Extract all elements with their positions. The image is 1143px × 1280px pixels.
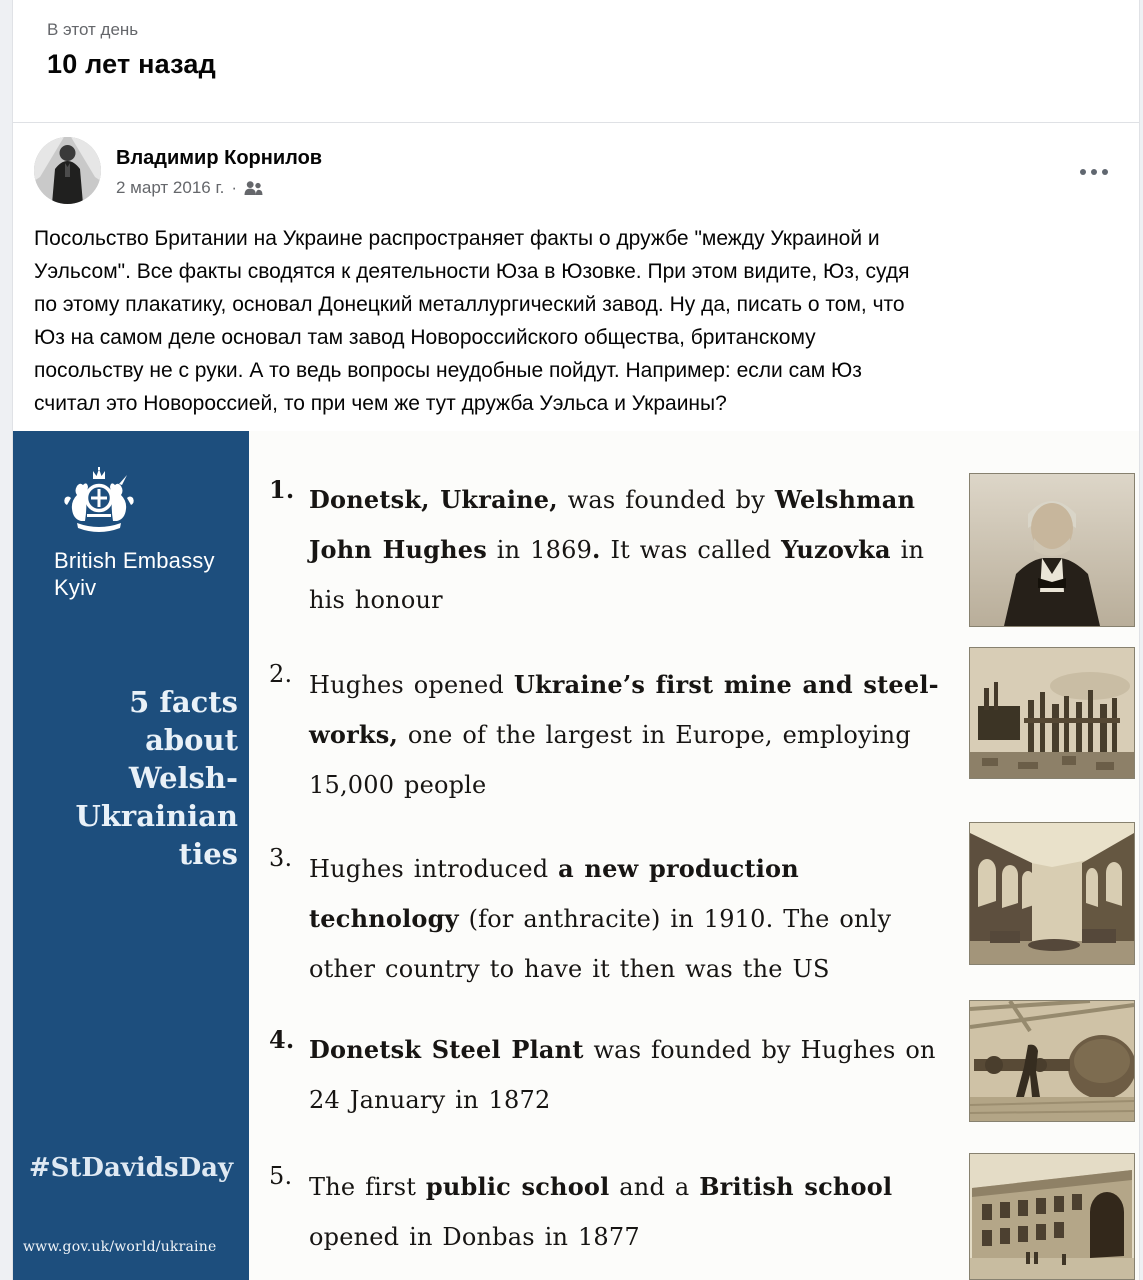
- photo-john-hughes-portrait: [969, 473, 1135, 627]
- fact-number: 4.: [269, 1025, 295, 1054]
- memory-post-card: [12, 0, 1140, 1280]
- photo-donbas-street-buildings: [969, 1153, 1135, 1280]
- post-body-line: считал это Новороссией, то при чем же тут дружба Уэльса и Украины?: [34, 392, 727, 415]
- avatar[interactable]: [34, 137, 101, 204]
- fact-number: 3.: [269, 844, 293, 872]
- fact-text-line: John Hughes in 1869. It was called Yuzovka in: [309, 535, 925, 564]
- meta-separator: ·: [231, 178, 237, 197]
- fact-text-line: his honour: [309, 586, 443, 614]
- page-title: 10 лет назад: [47, 49, 216, 79]
- fact-text-line: opened in Donbas in 1877: [309, 1223, 640, 1251]
- post-body: [34, 222, 909, 420]
- post-body-line: Посольство Британии на Украине распространяет факты о дружбе "между Украиной и: [34, 227, 880, 250]
- fact-item: [269, 1162, 892, 1262]
- memories-kicker: В этот день: [47, 20, 139, 39]
- infographic-title-line: 5 facts: [129, 685, 238, 719]
- fact-item: [269, 844, 891, 994]
- infographic-title-line: ties: [178, 837, 238, 871]
- post-author[interactable]: Владимир Корнилов: [116, 147, 323, 169]
- fact-number: 2.: [269, 660, 293, 688]
- post-meta: [116, 178, 263, 198]
- hashtag: #StDavidsDay: [28, 1153, 234, 1183]
- more-options-button[interactable]: [1076, 165, 1112, 179]
- fact-text-line: other country to have it then was the US: [309, 955, 830, 983]
- fact-text-line: Donetsk Steel Plant was founded by Hughes on: [309, 1035, 936, 1064]
- fact-text-line: Hughes introduced a new production: [309, 854, 799, 883]
- post-timestamp[interactable]: 2 март 2016 г.: [116, 178, 225, 197]
- post-body-line: Уэльсом". Все факты сводятся к деятельности Юза в Юзовке. При этом видите, Юз, судя: [34, 260, 910, 283]
- friends-audience-icon: [244, 180, 263, 196]
- post-body-line: Юз на самом деле основал там завод Новороссийского общества, британскому: [34, 326, 816, 349]
- photo-steel-plant-machinery: [969, 1000, 1135, 1122]
- infographic-title-line: about: [145, 723, 238, 757]
- photo-steelworks-interior: [969, 822, 1135, 965]
- post-body-line: посольству не с руки. А то ведь вопросы неудобные пойдут. Например: если сам Юз: [34, 359, 862, 382]
- fact-text-line: technology (for anthracite) in 1910. The only: [309, 904, 892, 933]
- post-body-line: по этому плакатику, основал Донецкий металлургический завод. Ну да, писать о том, что: [34, 293, 905, 316]
- fact-item: [269, 1025, 936, 1125]
- embassy-url: www.gov.uk/world/ukraine: [23, 1239, 217, 1255]
- fact-number: 5.: [269, 1162, 293, 1190]
- infographic-title-line: Ukrainian: [75, 799, 238, 833]
- post-image[interactable]: [13, 431, 1139, 1280]
- fact-text-line: The first public school and a British school: [309, 1172, 893, 1201]
- fact-text-line: 24 January in 1872: [309, 1086, 551, 1114]
- fact-item: [269, 475, 924, 625]
- fact-item: [269, 660, 939, 810]
- embassy-name: British Embassy Kyiv: [54, 548, 215, 600]
- fact-number: 1.: [269, 475, 295, 504]
- photo-mine-and-steelworks-site: [969, 647, 1135, 779]
- infographic-title-line: Welsh-: [128, 761, 238, 795]
- fact-text-line: 15,000 people: [309, 771, 487, 799]
- fact-text-line: works, one of the largest in Europe, employing: [309, 720, 911, 749]
- header-divider: [13, 122, 1139, 123]
- fact-text-line: Hughes opened Ukraine’s first mine and steel-: [309, 670, 939, 699]
- fact-text-line: Donetsk, Ukraine, was founded by Welshman: [309, 485, 916, 514]
- memories-header: [47, 20, 216, 80]
